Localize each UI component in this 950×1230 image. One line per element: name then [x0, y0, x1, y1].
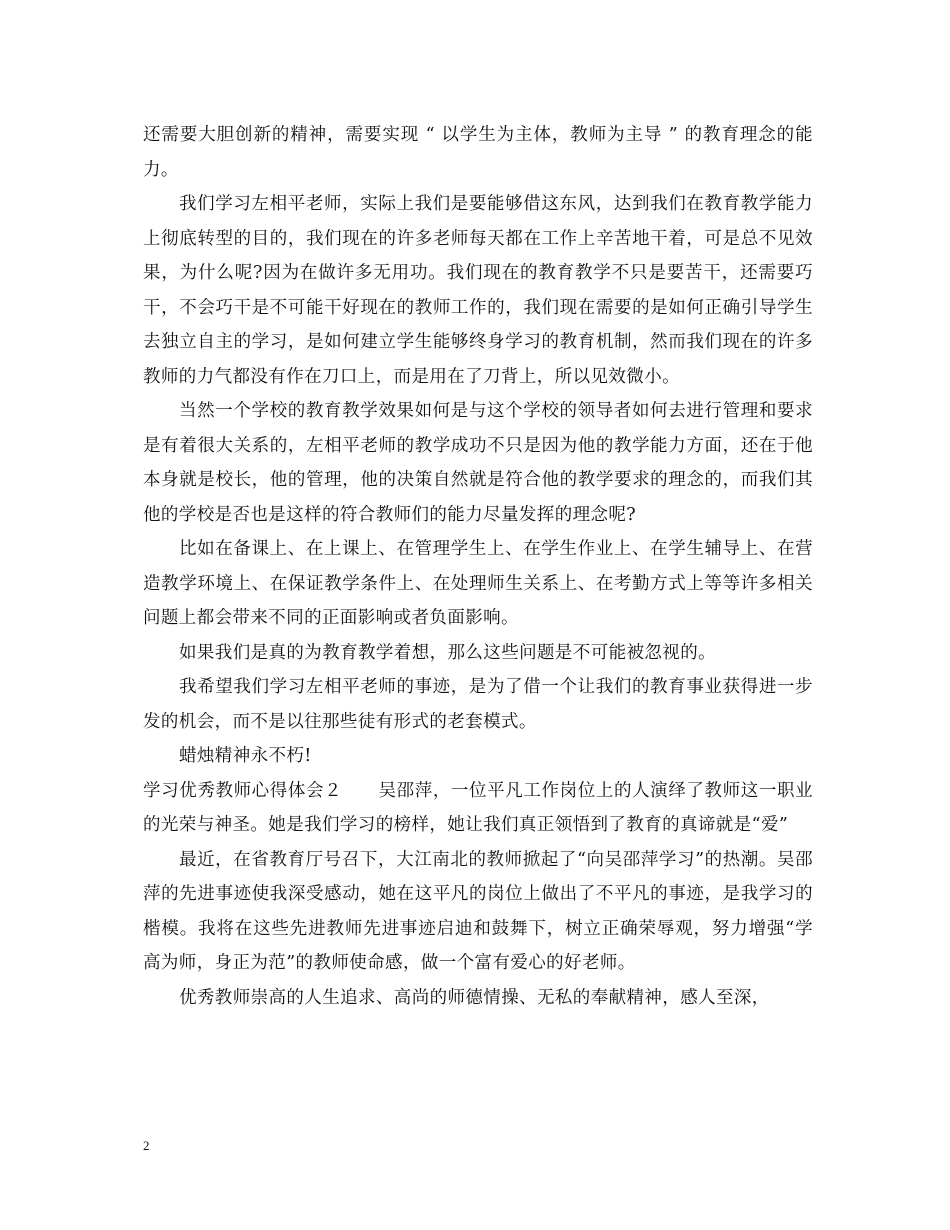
- section-heading-paragraph: 学习优秀教师心得体会２ 吴邵萍，一位平凡工作岗位上的人演绎了教师这一职业的光荣与神圣。她是我们学习的榜样，她让我们真正领悟到了教育的真谛就是“爱”: [143, 780, 813, 835]
- paragraph: 当然一个学校的教育教学效果如何是与这个学校的领导者如何去进行管理和要求是有着很大关系的，左相平老师的教学成功不只是因为他的教学能力方面，还在于他本身就是校长，他的管理，他的决策自然就是符合他的教学要求的理念的，而我们其他的学校是否也是这样的符合教师们的能力尽量发挥的理念呢?: [143, 401, 813, 525]
- paragraph: 还需要大胆创新的精神，需要实现 “ 以学生为主体，教师为主导 ” 的教育理念的能力。: [143, 125, 813, 180]
- paragraph: 比如在备课上、在上课上、在管理学生上、在学生作业上、在学生辅导上、在营造教学环境上、在保证教学条件上、在处理师生关系上、在考勤方式上等等许多相关问题上都会带来不同的正面影响或者负面影响。: [143, 539, 813, 628]
- paragraph: 最近，在省教育厅号召下，大江南北的教师掀起了“向吴邵萍学习”的热潮。吴邵萍的先进事迹使我深受感动，她在这平凡的岗位上做出了不平凡的事迹，是我学习的楷模。我将在这些先进教师先进事迹启迪和鼓舞下，树立正确荣辱观，努力增强“学高为师，身正为范”的教师使命感，做一个富有爱心的好老师。: [143, 849, 813, 973]
- paragraph: 我希望我们学习左相平老师的事迹，是为了借一个让我们的教育事业获得进一步发的机会，而不是以往那些徒有形式的老套模式。: [143, 677, 813, 732]
- page-number: 2: [143, 1138, 150, 1153]
- paragraph: 我们学习左相平老师，实际上我们是要能够借这东风，达到我们在教育教学能力上彻底转型的目的，我们现在的许多老师每天都在工作上辛苦地干着，可是总不见效果，为什么呢?因为在做许多无用功。我们现在的教育教学不只是要苦干，还需要巧干，不会巧干是不可能干好现在的教师工作的，我们现在需要的是如何正确引导学生去独立自主的学习，是如何建立学生能够终身学习的教育机制，然而我们现在的许多教师的力气都没有作在刀口上，而是用在了刀背上，所以见效微小。: [143, 194, 813, 387]
- paragraph: 优秀教师崇高的人生追求、高尚的师德情操、无私的奉献精神，感人至深，: [179, 987, 770, 1008]
- paragraph: 如果我们是真的为教育教学着想，那么这些问题是不可能被忽视的。: [179, 642, 716, 663]
- paragraph: 蜡烛精神永不朽!: [179, 746, 312, 766]
- document-body: [143, 118, 813, 1015]
